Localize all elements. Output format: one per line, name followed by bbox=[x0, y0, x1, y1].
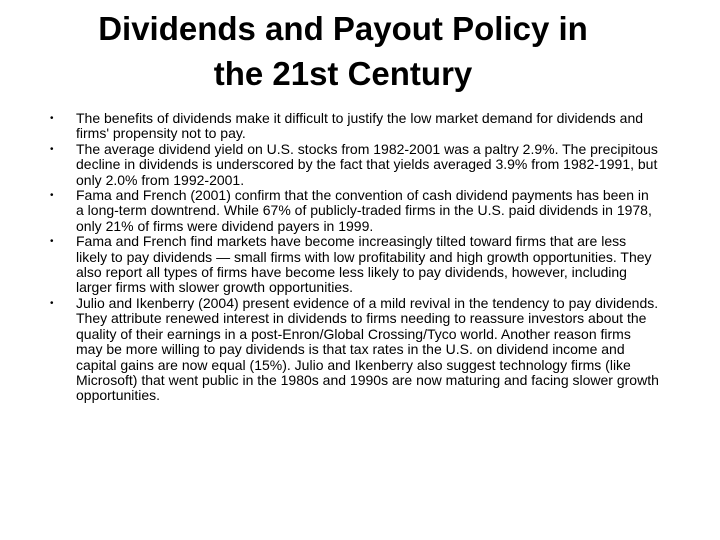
bullet-text-4: Fama and French find markets have become increasingly tilted toward firms that are less likely to pay dividends — small firms with low profitability and high growth opportunities. They also report all types of firms have become less likely to pay dividends, however, including larger firms with slower growth opportunities. bbox=[76, 233, 652, 296]
bullet-text-3: Fama and French (2001) confirm that the convention of cash dividend payments has been in a long-term downtrend. While 67% of publicly-traded firms in the U.S. paid dividends in 1978, only 21% of firms were dividend payers in 1999. bbox=[76, 187, 652, 234]
bullet-text-1: The benefits of dividends make it difficult to justify the low market demand for dividends and firms' propensity not to pay. bbox=[76, 110, 644, 142]
bullet-icon: • bbox=[50, 236, 54, 248]
slide-title bbox=[40, 6, 646, 96]
bullet-item-4 bbox=[40, 234, 660, 296]
bullet-icon: • bbox=[50, 113, 54, 124]
bullet-item-2 bbox=[40, 142, 660, 188]
bullet-item-5 bbox=[40, 296, 660, 404]
bullet-item-1 bbox=[40, 111, 660, 142]
slide-title-line-2: the 21st Century bbox=[213, 55, 473, 92]
bullet-list bbox=[40, 111, 660, 404]
bullet-text-2: The average dividend yield on U.S. stocks from 1982-2001 was a paltry 2.9%. The precipitous decline in dividends is underscored by the fact that yields averaged 3.9% from 1982-1991, but only 2.0% from 1992-2001. bbox=[76, 140, 658, 188]
bullet-item-3 bbox=[40, 188, 660, 234]
slide-title-line-1: Dividends and Payout Policy in bbox=[98, 10, 588, 47]
bullet-icon: • bbox=[50, 143, 54, 155]
bullet-text-5: Julio and Ikenberry (2004) present evidence of a mild revival in the tendency to pay dividends. They attribute renewed interest in dividends to firms needing to reassure investors about the quality of their earnings in a post-Enron/Global Crossing/Tyco world. Another reason firms may be more willing to pay dividends is that tax rates in the U.S. on dividend income and capital gains are now equal (15%). Julio and Ikenberry also suggest technology firms (like Microsoft) that went public in the 1980s and 1990s are now maturing and facing slower growth opportunities. bbox=[76, 294, 659, 404]
bullet-icon: • bbox=[50, 297, 54, 309]
bullet-icon: • bbox=[50, 190, 54, 202]
